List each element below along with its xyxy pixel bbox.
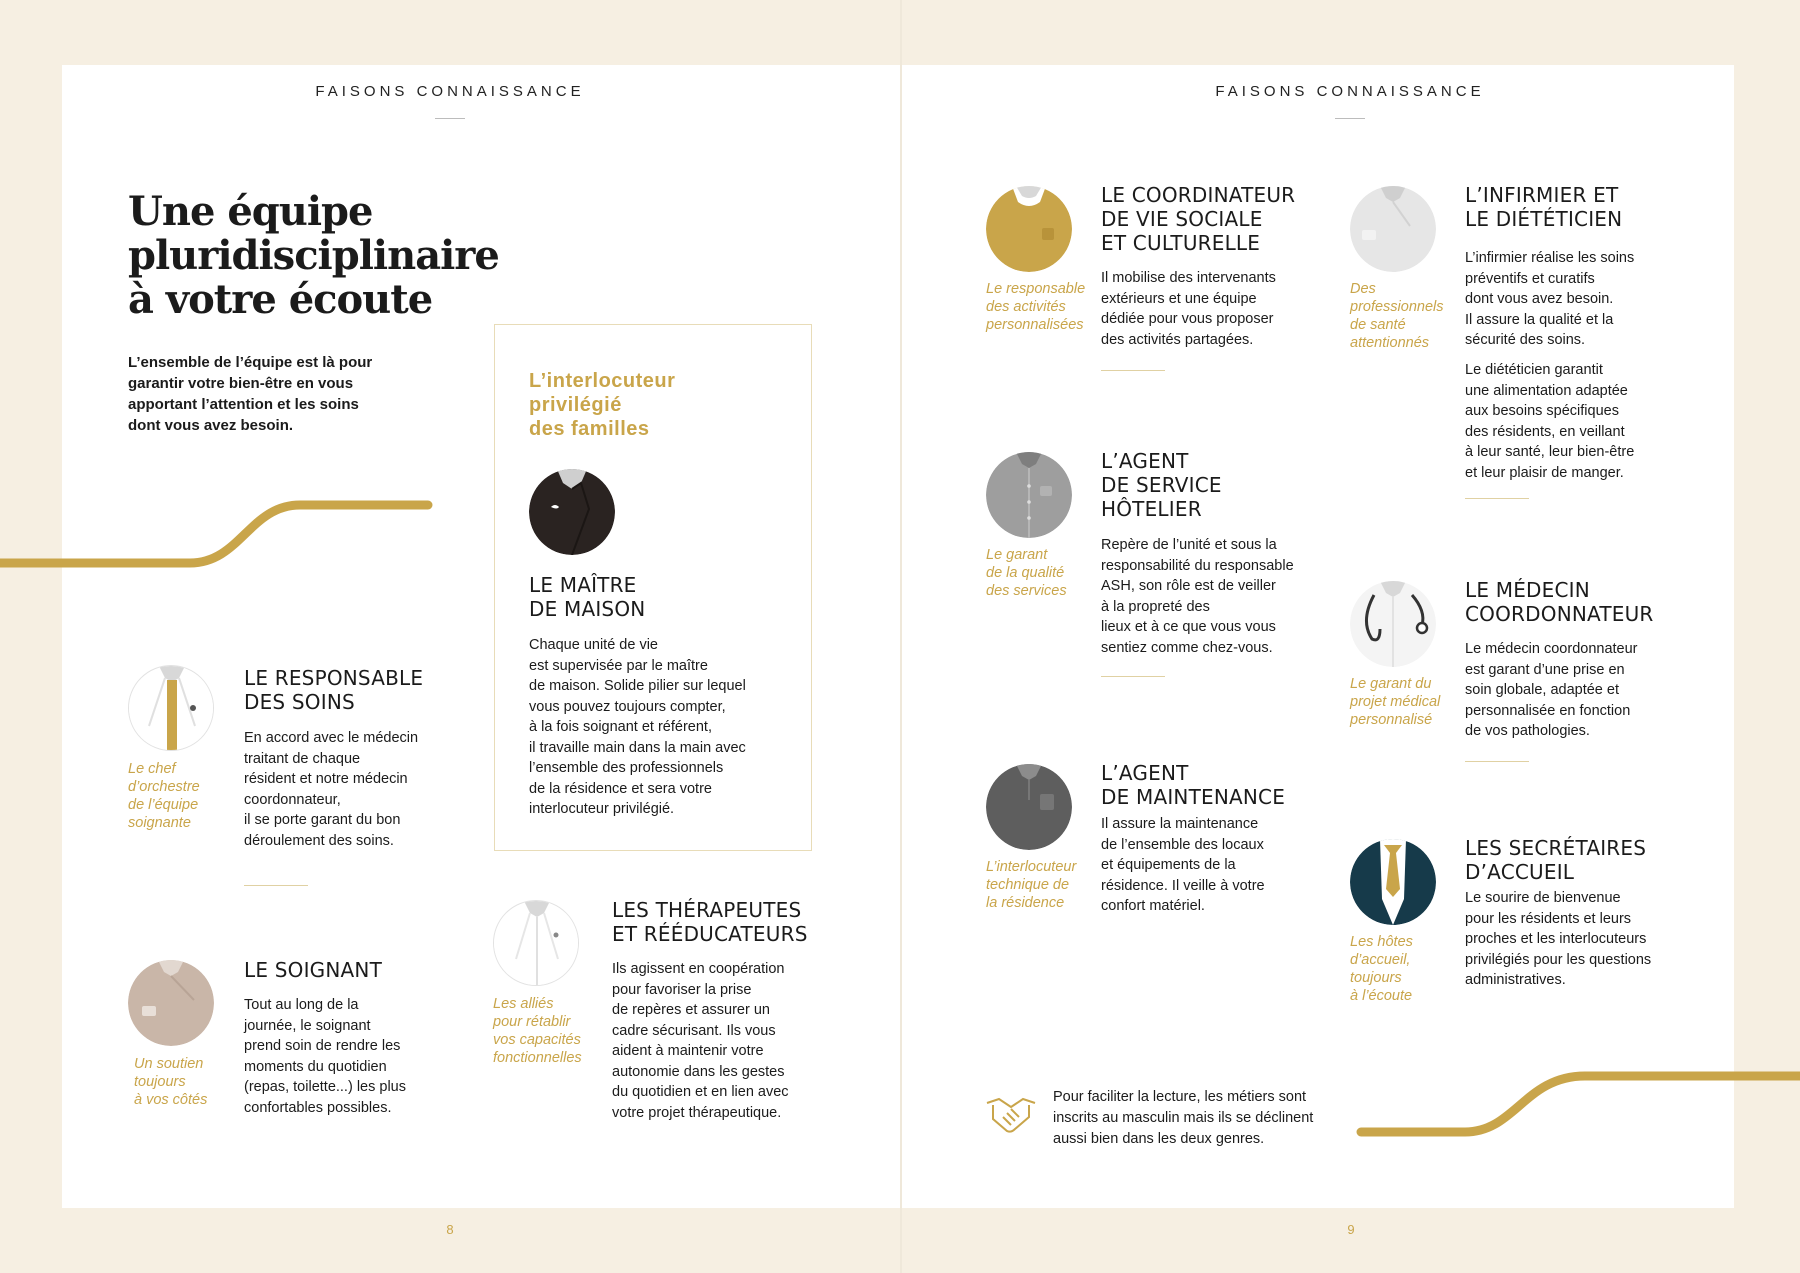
tag-line: personnalisées	[986, 317, 1084, 333]
tag-line: L’interlocuteur	[986, 859, 1077, 875]
desc-line: l’ensemble des professionnels	[529, 760, 724, 776]
desc-line: traitant de chaque	[244, 750, 361, 767]
desc-line: à la propreté des	[1101, 598, 1210, 615]
desc-line: résident et notre médecin	[244, 771, 408, 787]
role-desc-hotelier	[1101, 535, 1331, 658]
role-title-secretaires	[1465, 836, 1646, 884]
desc-line: de vos pathologies.	[1465, 723, 1590, 739]
tag-line: toujours	[1350, 970, 1402, 986]
footnote-line: Pour faciliter la lecture, les métiers sont	[1053, 1089, 1307, 1105]
desc-line: de l’ensemble des locaux	[1101, 836, 1264, 853]
desc-line: coordonnateur,	[244, 791, 341, 808]
role-title-therapeutes	[612, 898, 808, 946]
gold-sweater-icon	[986, 186, 1072, 272]
desc-line: Tout au long de la	[244, 997, 359, 1013]
tag-line: attentionnés	[1350, 335, 1430, 351]
role-title-line: LE COORDINATEUR	[1101, 183, 1296, 207]
feature-title-line: des familles	[529, 418, 650, 440]
desc-line: L’infirmier réalise les soins	[1465, 250, 1635, 266]
role-desc-therapeutes	[612, 959, 812, 1123]
desc-line: proches et les interlocuteurs	[1465, 931, 1647, 947]
intro-line: dont vous avez besoin.	[128, 417, 294, 434]
tag-line: des services	[986, 583, 1067, 599]
role-title-line: D’ACCUEIL	[1465, 860, 1575, 884]
desc-line: est supervisée par le maître	[529, 657, 708, 674]
desc-line: interlocuteur privilégié.	[529, 801, 675, 817]
role-title-coordinateur	[1101, 183, 1295, 255]
desc-line: dont vous avez besoin.	[1465, 291, 1614, 307]
desc-line: autonomie dans les gestes	[612, 1063, 785, 1080]
white-coat-icon	[493, 900, 579, 986]
desc-line: En accord avec le médecin	[244, 730, 419, 746]
role-title-line: LES THÉRAPEUTES	[612, 898, 802, 922]
role-title-line: LES SECRÉTAIRES	[1465, 836, 1647, 860]
tag-line: Des	[1350, 281, 1376, 297]
tag-line: projet médical	[1350, 694, 1441, 710]
role-title-line: L’INFIRMIER ET	[1465, 183, 1619, 207]
desc-line: il travaille main dans la main avec	[529, 739, 746, 756]
intro-line: apportant l’attention et les soins	[128, 396, 359, 413]
desc-line: sentiez comme chez-vous.	[1101, 639, 1273, 656]
role-title-line: ET RÉÉDUCATEURS	[612, 922, 808, 946]
desc-line: du quotidien et en lien avec	[612, 1084, 789, 1100]
gold-wave-left	[0, 495, 440, 570]
role-title-line: LE RESPONSABLE	[244, 666, 424, 690]
footnote-line: aussi bien dans les deux genres.	[1053, 1131, 1265, 1147]
desc-line: pour les résidents et leurs	[1465, 910, 1632, 927]
page-title	[128, 188, 499, 323]
divider	[244, 885, 308, 886]
desc-line: confort matériel.	[1101, 898, 1205, 914]
tag-line: toujours	[134, 1074, 186, 1090]
desc-line: confortables possibles.	[244, 1099, 392, 1116]
desc-line: de la résidence et sera votre	[529, 780, 712, 797]
title-line: Une équipe	[128, 188, 373, 235]
role-title-line: L’AGENT	[1101, 449, 1189, 473]
desc-line: Il assure la maintenance	[1101, 816, 1259, 832]
tag-line: de santé	[1350, 317, 1406, 333]
tag-line: vos capacités	[493, 1032, 581, 1048]
feature-title	[529, 369, 729, 441]
left-page-header: FAISONS CONNAISSANCE	[315, 83, 585, 100]
desc-line: Ils agissent en coopération	[612, 961, 785, 977]
divider	[1465, 498, 1529, 499]
tag-line: de l’équipe	[128, 797, 199, 813]
desc-line: est garant d’une prise en	[1465, 661, 1625, 678]
role-desc-dieteticien	[1465, 360, 1695, 483]
desc-line: aux besoins spécifiques	[1465, 403, 1619, 419]
right-header-rule	[1335, 118, 1365, 119]
desc-line: aident à maintenir votre	[612, 1043, 764, 1059]
intro-line: L’ensemble de l’équipe est là pour	[128, 354, 373, 371]
role-title-maintenance	[1101, 761, 1285, 809]
tagline-secretaires	[1350, 933, 1460, 1005]
footnote	[1053, 1087, 1343, 1150]
role-desc-soignant	[244, 995, 444, 1118]
desc-line: Le sourire de bienvenue	[1465, 890, 1621, 906]
navy-suit-icon	[1350, 839, 1436, 925]
role-title-infirmier	[1465, 183, 1622, 231]
tag-line: pour rétablir	[493, 1014, 571, 1030]
role-title-soignant	[244, 958, 382, 982]
desc-line: pour favoriser la prise	[612, 981, 752, 998]
role-desc-medecin	[1465, 639, 1695, 742]
tagline-medecin	[1350, 675, 1460, 729]
feature-title-line: L’interlocuteur	[529, 370, 676, 392]
page-spine	[900, 0, 902, 1273]
desc-line: de repères et assurer un	[612, 1002, 770, 1018]
role-title-line: L’AGENT	[1101, 761, 1189, 785]
tagline-therapeutes	[493, 995, 593, 1067]
tag-line: la résidence	[986, 895, 1065, 911]
tag-line: fonctionnelles	[493, 1050, 582, 1066]
desc-line: sécurité des soins.	[1465, 332, 1586, 348]
desc-line: à la fois soignant et référent,	[529, 719, 712, 735]
role-title-line: ET CULTURELLE	[1101, 231, 1261, 255]
desc-line: votre projet thérapeutique.	[612, 1104, 782, 1121]
role-title-line: LE MÉDECIN	[1465, 578, 1590, 602]
desc-line: déroulement des soins.	[244, 832, 394, 849]
role-title-line: DES SOINS	[244, 690, 355, 714]
role-title-medecin	[1465, 578, 1654, 626]
role-title-line: LE MAÎTRE	[529, 573, 637, 597]
tag-line: Le responsable	[986, 281, 1086, 297]
desc-line: à leur santé, leur bien-être	[1465, 444, 1635, 460]
divider	[1465, 761, 1529, 762]
role-desc-secretaires	[1465, 888, 1695, 991]
desc-line: Le médecin coordonnateur	[1465, 641, 1638, 657]
role-title-responsable	[244, 666, 423, 714]
right-page-header: FAISONS CONNAISSANCE	[1215, 83, 1485, 100]
tag-line: Le chef	[128, 761, 176, 777]
desc-line: dédiée pour vous proposer	[1101, 311, 1274, 327]
tagline-maintenance	[986, 858, 1096, 912]
role-title-line: HÔTELIER	[1101, 497, 1202, 521]
desc-line: moments du quotidien	[244, 1058, 387, 1075]
role-title-line: LE SOIGNANT	[244, 958, 382, 982]
desc-line: lieux et à ce que vous vous	[1101, 619, 1276, 635]
stethoscope-coat-icon	[1350, 581, 1436, 667]
page-number-left: 8	[446, 1222, 454, 1237]
desc-line: résidence. Il veille à votre	[1101, 877, 1265, 894]
page-number-right: 9	[1347, 1222, 1355, 1237]
desc-line: de maison. Solide pilier sur lequel	[529, 678, 746, 694]
role-title-maitre	[529, 573, 645, 621]
desc-line: ASH, son rôle est de veiller	[1101, 578, 1276, 594]
role-title-line: DE SERVICE	[1101, 473, 1222, 497]
feature-title-line: privilégié	[529, 394, 622, 416]
desc-line: et leur plaisir de manger.	[1465, 464, 1624, 481]
tag-line: professionnels	[1350, 299, 1444, 315]
grey-shirt-icon	[986, 452, 1072, 538]
role-desc-responsable	[244, 728, 444, 851]
desc-line: Le diététicien garantit	[1465, 362, 1603, 378]
tagline-infirmier	[1350, 280, 1460, 352]
desc-line: cadre sécurisant. Ils vous	[612, 1022, 776, 1039]
role-title-line: DE VIE SOCIALE	[1101, 207, 1263, 231]
tag-line: Le garant du	[1350, 676, 1432, 692]
tag-line: Les hôtes	[1350, 934, 1413, 950]
tagline-responsable	[128, 760, 228, 832]
desc-line: responsabilité du responsable	[1101, 557, 1294, 574]
desc-line: il se porte garant du bon	[244, 812, 401, 828]
role-title-line: DE MAISON	[529, 597, 646, 621]
tag-line: d’orchestre	[128, 779, 200, 795]
desc-line: préventifs et curatifs	[1465, 270, 1595, 287]
tag-line: technique de	[986, 877, 1070, 893]
desc-line: des résidents, en veillant	[1465, 423, 1625, 440]
white-coat-gold-icon	[128, 665, 214, 751]
desc-line: Il assure la qualité et la	[1465, 311, 1614, 328]
divider	[1101, 370, 1165, 371]
desc-line: Il mobilise des intervenants	[1101, 270, 1276, 286]
dark-polo-icon	[986, 764, 1072, 850]
tagline-coordinateur	[986, 280, 1096, 334]
gold-wave-right	[1355, 1068, 1800, 1140]
desc-line: une alimentation adaptée	[1465, 382, 1628, 399]
desc-line: et équipements de la	[1101, 857, 1236, 873]
desc-line: soin globale, adaptée et	[1465, 682, 1619, 698]
tag-line: à vos côtés	[134, 1092, 208, 1108]
footnote-line: inscrits au masculin mais ils se déclinent	[1053, 1110, 1314, 1126]
role-title-hotelier	[1101, 449, 1222, 521]
tag-line: à l’écoute	[1350, 988, 1413, 1004]
beige-tunic-icon	[128, 960, 214, 1046]
white-tunic-icon	[1350, 186, 1436, 272]
role-title-line: COORDONNATEUR	[1465, 602, 1654, 626]
tag-line: de la qualité	[986, 565, 1065, 581]
divider	[1101, 676, 1165, 677]
desc-line: prend soin de rendre les	[244, 1038, 401, 1054]
desc-line: extérieurs et une équipe	[1101, 290, 1257, 307]
desc-line: administratives.	[1465, 972, 1566, 988]
title-line: à votre écoute	[128, 276, 433, 323]
desc-line: journée, le soignant	[244, 1017, 371, 1034]
role-desc-infirmier	[1465, 248, 1695, 351]
role-title-line: LE DIÉTÉTICIEN	[1465, 207, 1623, 231]
intro-text	[128, 352, 418, 436]
desc-line: (repas, toilette...) les plus	[244, 1079, 406, 1095]
tag-line: Un soutien	[134, 1056, 204, 1072]
desc-line: privilégiés pour les questions	[1465, 951, 1652, 968]
desc-line: des activités partagées.	[1101, 331, 1254, 348]
intro-line: garantir votre bien-être en vous	[128, 375, 354, 392]
tag-line: des activités	[986, 299, 1066, 315]
role-desc-coordinateur	[1101, 268, 1331, 350]
handshake-icon	[985, 1093, 1037, 1137]
black-jacket-icon	[529, 469, 615, 555]
desc-line: vous pouvez toujours compter,	[529, 698, 726, 715]
left-header-rule	[435, 118, 465, 119]
tag-line: soignante	[128, 815, 191, 831]
tagline-soignant	[134, 1055, 234, 1109]
tag-line: Les alliés	[493, 996, 554, 1012]
tag-line: personnalisé	[1350, 712, 1433, 728]
tag-line: Le garant	[986, 547, 1048, 563]
desc-line: personnalisée en fonction	[1465, 702, 1631, 719]
role-desc-maintenance	[1101, 814, 1331, 917]
role-title-line: DE MAINTENANCE	[1101, 785, 1286, 809]
desc-line: Chaque unité de vie	[529, 637, 658, 653]
title-line: pluridisciplinaire	[128, 232, 499, 279]
role-desc-maitre	[529, 635, 799, 820]
tag-line: d’accueil,	[1350, 952, 1411, 968]
desc-line: Repère de l’unité et sous la	[1101, 537, 1277, 553]
tagline-hotelier	[986, 546, 1096, 600]
